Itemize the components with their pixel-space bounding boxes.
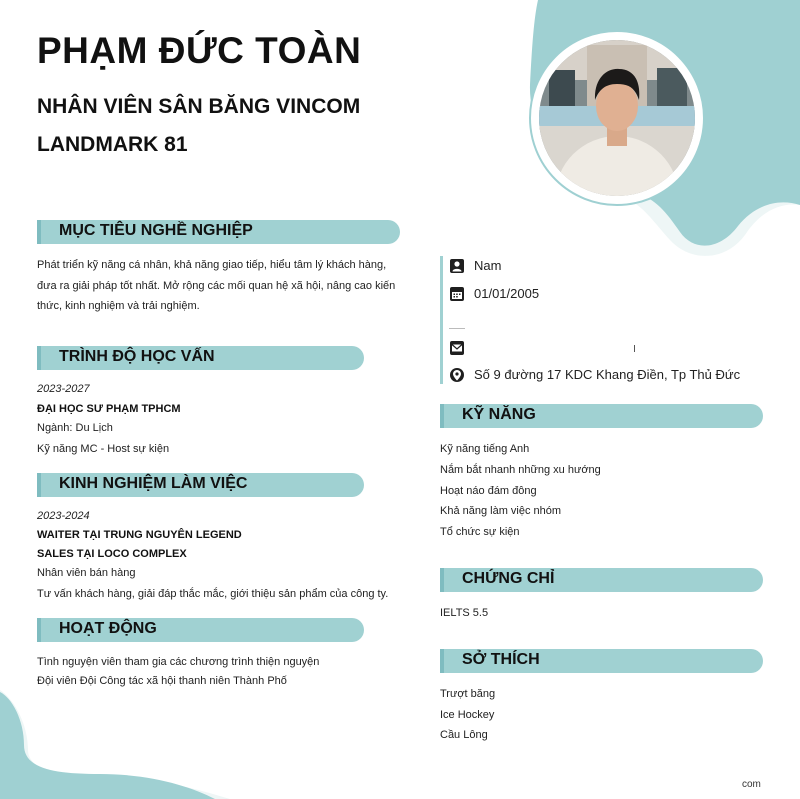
- objective-line: thức, kinh nghiệm và trải nghiệm.: [37, 300, 200, 312]
- corner-watermark-text: com: [742, 779, 761, 790]
- hobby-item: Cầu Lông: [440, 729, 488, 741]
- objective-line: Phát triển kỹ năng cá nhân, khả năng giao tiếp, hiểu tâm lý khách hàng,: [37, 259, 387, 271]
- section-title: SỞ THÍCH: [462, 651, 540, 668]
- job-title-line-1: NHÂN VIÊN SÂN BĂNG VINCOM: [37, 95, 361, 118]
- job-title-line-2: LANDMARK 81: [37, 133, 188, 156]
- education-note: Kỹ năng MC - Host sự kiện: [37, 443, 170, 455]
- section-title: KINH NGHIỆM LÀM VIỆC: [59, 475, 248, 492]
- section-title: HOẠT ĐỘNG: [59, 620, 157, 637]
- objective-line: đưa ra giải pháp tốt nhất. Mở rộng các mối quan hệ xã hội, nâng cao kiến: [37, 279, 396, 292]
- skill-item: Kỹ năng tiếng Anh: [440, 443, 530, 455]
- activity-item: Đội viên Đội Công tác xã hội thanh niên Thành Phố: [37, 675, 287, 687]
- section-experience-header: [37, 473, 364, 497]
- section-activities-header: [37, 618, 364, 642]
- experience-description: Tư vấn khách hàng, giải đáp thắc mắc, giới thiệu sản phẩm của công ty.: [37, 588, 389, 600]
- education-major: Ngành: Du Lịch: [37, 422, 113, 434]
- skill-item: Tổ chức sự kiện: [440, 526, 520, 538]
- section-education-header: [37, 346, 364, 370]
- section-certificates-header: [440, 568, 763, 592]
- contact-gender: Nam: [474, 258, 502, 273]
- skill-item: Nắm bắt nhanh những xu hướng: [440, 464, 601, 476]
- experience-period: 2023-2024: [37, 510, 90, 522]
- profile-photo-frame: [529, 30, 705, 206]
- objective-text: [37, 255, 417, 317]
- section-skills-header: [440, 404, 763, 428]
- education-period: 2023-2027: [37, 383, 90, 395]
- certificate-item: IELTS 5.5: [440, 607, 489, 619]
- person-icon: [450, 259, 464, 273]
- job-title: [37, 88, 397, 164]
- activity-item: Tình nguyện viên tham gia các chương trình thiện nguyện: [37, 656, 320, 668]
- section-title: CHỨNG CHỈ: [462, 570, 555, 587]
- section-title: TRÌNH ĐỘ HỌC VẤN: [59, 348, 215, 365]
- section-title: MỤC TIÊU NGHỀ NGHIỆP: [59, 222, 253, 239]
- education-school: ĐẠI HỌC SƯ PHẠM TPHCM: [37, 403, 181, 415]
- location-pin-icon: [450, 368, 464, 382]
- text-cursor-mark: [634, 345, 635, 352]
- calendar-icon: [450, 287, 464, 301]
- skill-item: Hoạt náo đám đông: [440, 485, 537, 497]
- section-hobbies-header: [440, 649, 763, 673]
- experience-position: Nhân viên bán hàng: [37, 567, 136, 579]
- profile-photo: [539, 40, 695, 196]
- contact-divider: [449, 328, 465, 329]
- contact-address: Số 9 đường 17 KDC Khang Điền, Tp Thủ Đức: [474, 367, 741, 382]
- candidate-name: PHẠM ĐỨC TOÀN: [37, 30, 362, 71]
- hobby-item: Trượt băng: [440, 688, 496, 700]
- skill-item: Khả năng làm việc nhóm: [440, 505, 562, 517]
- section-title: KỸ NĂNG: [462, 406, 536, 423]
- contact-birthday: 01/01/2005: [474, 286, 540, 301]
- experience-job: SALES TẠI LOCO COMPLEX: [37, 548, 187, 560]
- contact-accent-bar: [440, 256, 443, 384]
- hobby-item: Ice Hockey: [440, 709, 495, 721]
- section-objective-header: [37, 220, 400, 244]
- experience-job: WAITER TẠI TRUNG NGUYÊN LEGEND: [37, 529, 242, 541]
- email-icon: [450, 341, 464, 355]
